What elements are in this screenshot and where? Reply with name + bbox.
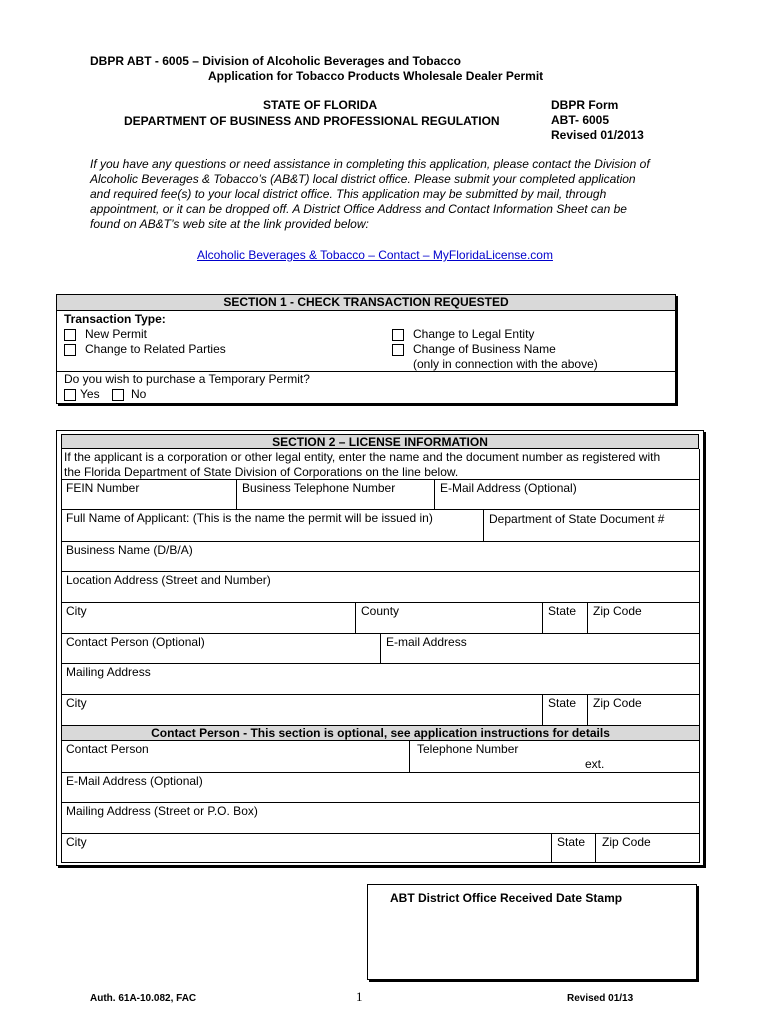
section2-title: SECTION 2 – LICENSE INFORMATION — [61, 434, 699, 449]
zip-label: Zip Code — [593, 604, 642, 618]
business-name-label: Business Name (D/B/A) — [66, 543, 193, 557]
intro-line: Alcoholic Beverages & Tobacco’s (AB&T) local district office. Please submit your completed application — [90, 172, 636, 186]
ext-label: ext. — [585, 757, 605, 771]
section2-note-line1: If the applicant is a corporation or other legal entity, enter the name and the document number as registered with — [64, 450, 661, 464]
footer-authority: Auth. 61A-10.082, FAC — [90, 993, 197, 1004]
business-phone-label: Business Telephone Number — [242, 481, 396, 495]
temporary-permit-no-checkbox[interactable] — [112, 389, 124, 401]
contact-city-label: City — [66, 835, 87, 849]
temporary-permit-yes-label: Yes — [80, 387, 100, 401]
new-permit-checkbox[interactable] — [64, 329, 76, 341]
state-label: State — [548, 604, 577, 618]
city-label: City — [66, 604, 87, 618]
department-name: DEPARTMENT OF BUSINESS AND PROFESSIONAL REGULATION — [124, 114, 500, 128]
fein-label: FEIN Number — [66, 481, 140, 495]
contact-person-label: Contact Person — [66, 742, 149, 756]
contact-section-title: Contact Person - This section is optional, see application instructions for details — [62, 726, 699, 741]
change-name-note: (only in connection with the above) — [413, 357, 598, 371]
contact-mailing-label: Mailing Address (Street or P.O. Box) — [66, 804, 258, 818]
transaction-type-label: Transaction Type: — [64, 312, 166, 326]
email-address-label: E-mail Address — [386, 635, 467, 649]
new-permit-label: New Permit — [85, 327, 148, 341]
intro-line: and required fee(s) to your local district office. This application may be submitted by mail, through — [90, 187, 607, 201]
intro-paragraph — [90, 157, 710, 232]
mailing-zip-label: Zip Code — [593, 696, 642, 710]
form-title: DBPR ABT - 6005 – Division of Alcoholic Beverages and Tobacco — [90, 54, 461, 68]
dos-document-label: Department of State Document # — [489, 512, 665, 526]
section2-note-line2: the Florida Department of State Division of Corporations on the line below. — [64, 465, 459, 479]
footer-revised: Revised 01/13 — [567, 993, 634, 1004]
contact-state-label: State — [557, 835, 586, 849]
intro-line: appointment, or it can be dropped off. A District Office Address and Contact Information Sheet can be — [90, 202, 627, 216]
change-related-parties-label: Change to Related Parties — [85, 342, 226, 356]
contact-zip-label: Zip Code — [602, 835, 651, 849]
date-stamp-box — [367, 884, 697, 980]
change-business-name-label: Change of Business Name — [413, 342, 556, 356]
telephone-label: Telephone Number — [417, 742, 519, 756]
change-legal-entity-label: Change to Legal Entity — [413, 327, 535, 341]
page-number: 1 — [356, 989, 363, 1004]
intro-line: If you have any questions or need assistance in completing this application, please contact the Division of — [90, 157, 650, 171]
change-related-parties-checkbox[interactable] — [64, 344, 76, 356]
location-address-label: Location Address (Street and Number) — [66, 573, 271, 587]
contact-link[interactable]: Alcoholic Beverages & Tobacco – Contact – MyFloridaLicense.com — [197, 248, 553, 262]
mailing-city-label: City — [66, 696, 87, 710]
temporary-permit-yes-checkbox[interactable] — [64, 389, 76, 401]
form-revised: Revised 01/2013 — [551, 128, 644, 142]
full-name-label: Full Name of Applicant: (This is the name the permit will be issued in) — [66, 511, 433, 525]
change-legal-entity-checkbox[interactable] — [392, 329, 404, 341]
form-number: ABT- 6005 — [551, 113, 610, 127]
contact-email-label: E-Mail Address (Optional) — [66, 774, 203, 788]
state-name: STATE OF FLORIDA — [263, 98, 378, 112]
section1-title: SECTION 1 - CHECK TRANSACTION REQUESTED — [57, 295, 675, 311]
temporary-permit-no-label: No — [131, 387, 147, 401]
date-stamp-title: ABT District Office Received Date Stamp — [390, 891, 623, 905]
intro-line: found on AB&T’s web site at the link provided below: — [90, 217, 369, 231]
form-subtitle: Application for Tobacco Products Wholesale Dealer Permit — [208, 69, 544, 83]
change-business-name-checkbox[interactable] — [392, 344, 404, 356]
form-label: DBPR Form — [551, 98, 619, 112]
temporary-permit-question: Do you wish to purchase a Temporary Permit? — [64, 372, 310, 386]
mailing-state-label: State — [548, 696, 577, 710]
mailing-address-label: Mailing Address — [66, 665, 151, 679]
contact-optional-label: Contact Person (Optional) — [66, 635, 205, 649]
county-label: County — [361, 604, 400, 618]
email-optional-label: E-Mail Address (Optional) — [440, 481, 577, 495]
